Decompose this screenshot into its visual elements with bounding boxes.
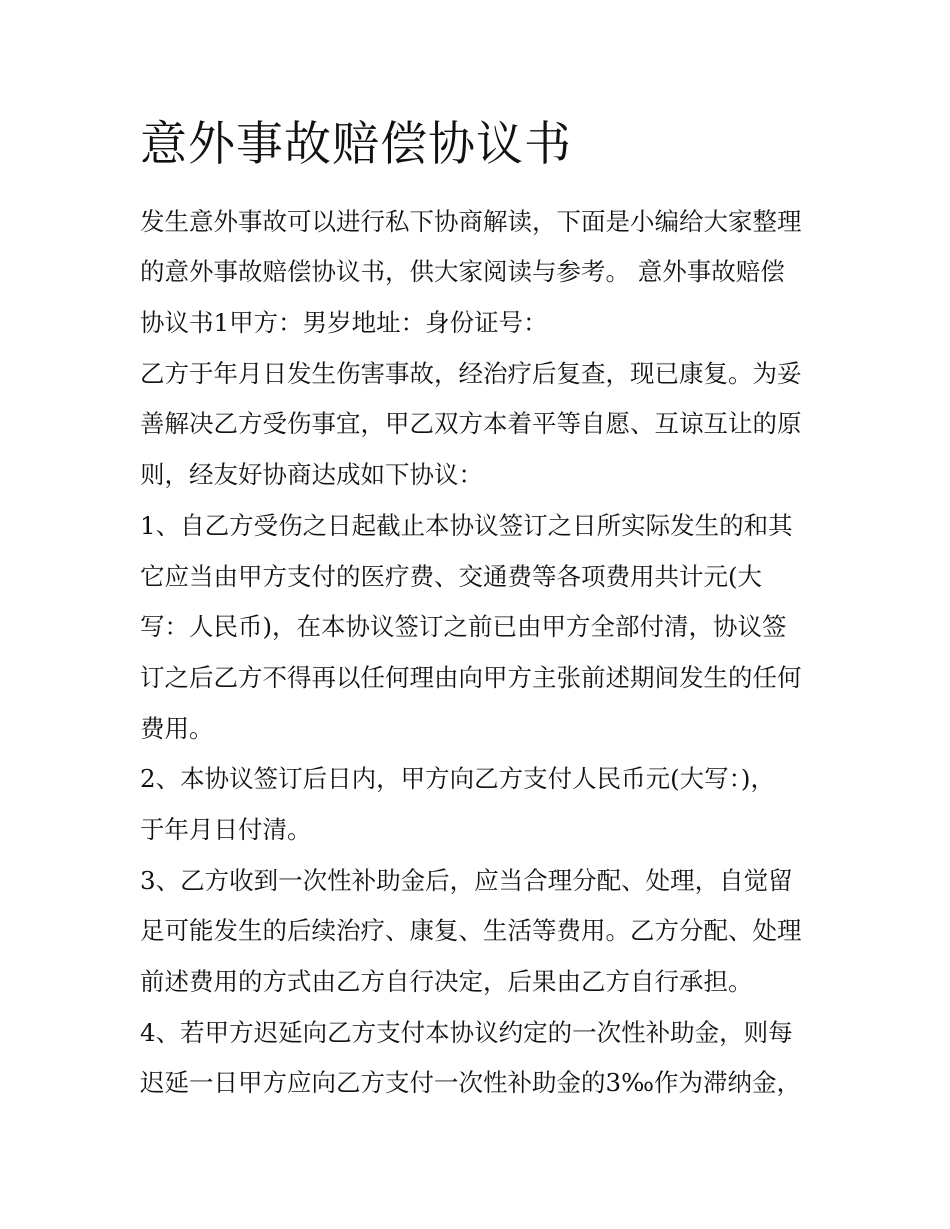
body-line-14: 3、乙方收到一次性补助金后，应当合理分配、处理，自觉留 <box>140 866 793 895</box>
body-line-6: 则，经友好协商达成如下协议： <box>140 460 483 489</box>
body-line-15: 足可能发生的后续治疗、康复、生活等费用。乙方分配、处理 <box>140 916 802 945</box>
body-line-2: 的意外事故赔偿协议书，供大家阅读与参考。 意外事故赔偿 <box>140 257 785 286</box>
body-line-3: 协议书1甲方：男岁地址：身份证号： <box>140 308 548 337</box>
body-line-12: 2、本协议签订后日内，甲方向乙方支付人民币元(大写：)， <box>140 764 775 793</box>
body-line-7: 1、自乙方受伤之日起截止本协议签订之日所实际发生的和其 <box>140 511 793 540</box>
body-line-8: 它应当由甲方支付的医疗费、交通费等各项费用共计元(大 <box>140 562 763 591</box>
body-line-17: 4、若甲方迟延向乙方支付本协议约定的一次性补助金，则每 <box>140 1018 793 1047</box>
body-line-4: 乙方于年月日发生伤害事故，经治疗后复查，现已康复。为妥 <box>140 359 802 388</box>
body-line-13: 于年月日付清。 <box>140 815 312 844</box>
body-line-16: 前述费用的方式由乙方自行决定，后果由乙方自行承担。 <box>140 967 753 996</box>
body-line-18: 迟延一日甲方应向乙方支付一次性补助金的3‰作为滞纳金， <box>140 1068 801 1097</box>
body-line-11: 费用。 <box>140 714 214 743</box>
body-line-9: 写：人民币)，在本协议签订之前已由甲方全部付清，协议签 <box>140 612 787 641</box>
body-line-1: 发生意外事故可以进行私下协商解读，下面是小编给大家整理 <box>140 207 802 236</box>
body-line-5: 善解决乙方受伤事宜，甲乙双方本着平等自愿、互谅互让的原 <box>140 409 802 438</box>
document-title: 意外事故赔偿协议书 <box>140 117 572 172</box>
body-line-10: 订之后乙方不得再以任何理由向甲方主张前述期间发生的任何 <box>140 663 802 692</box>
